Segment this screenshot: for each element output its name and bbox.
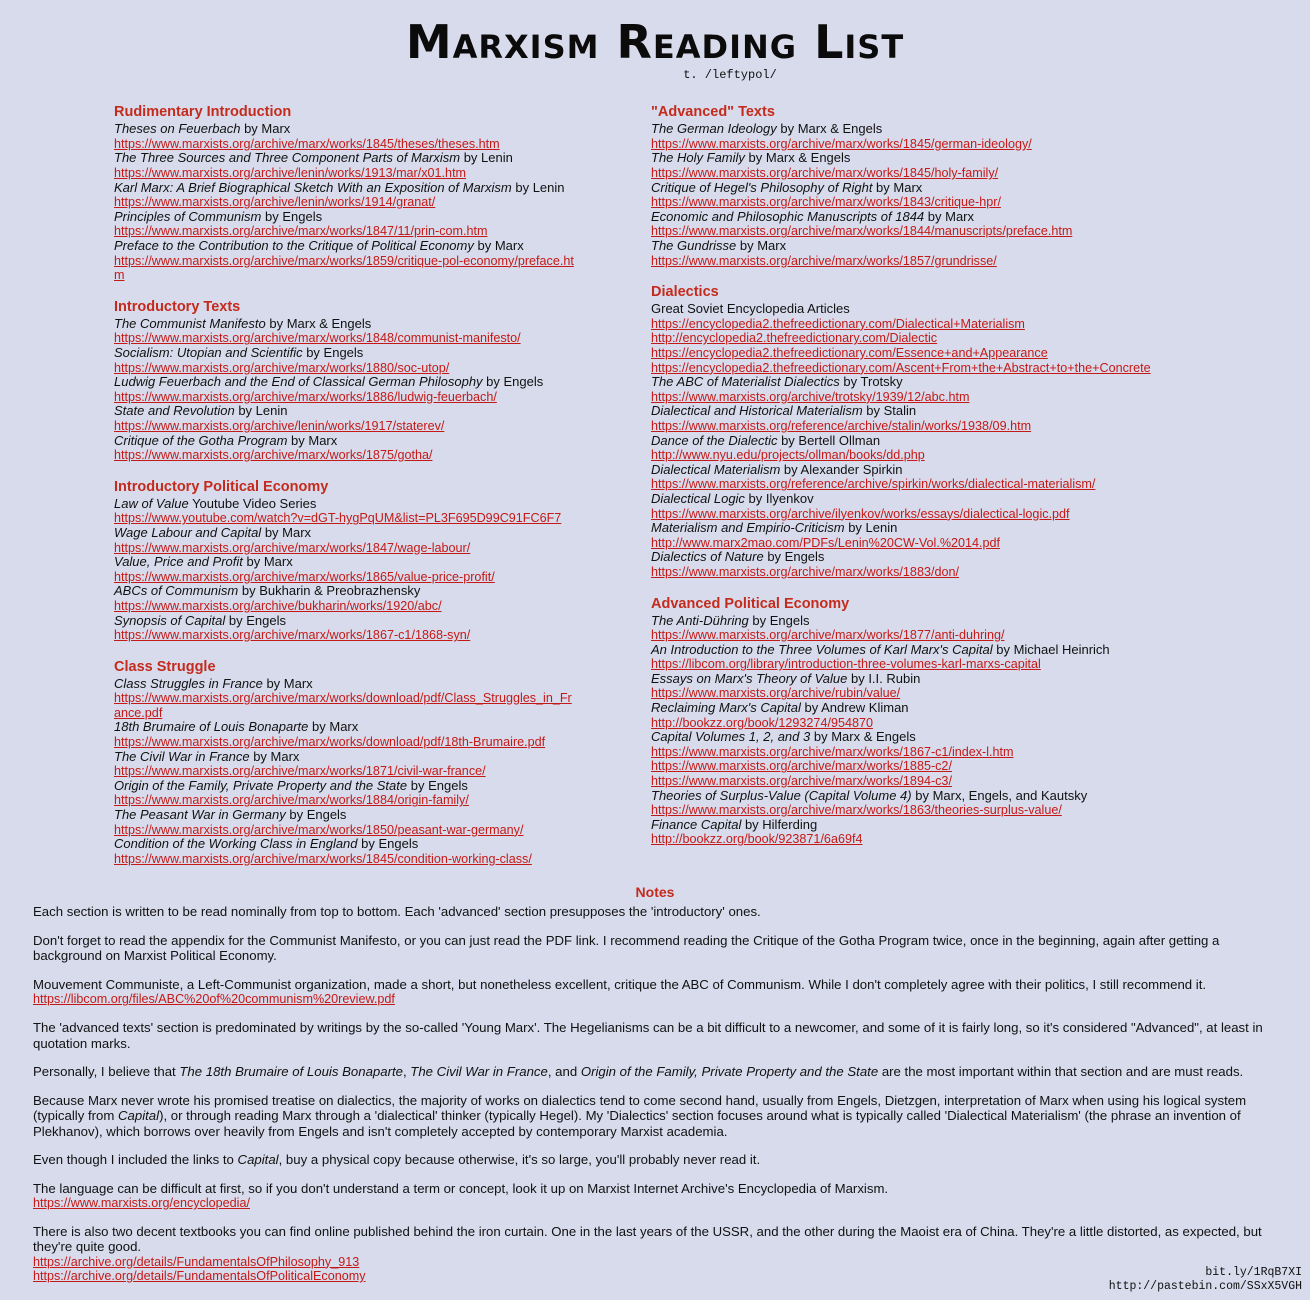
reading-entry bbox=[114, 720, 575, 735]
entry-link[interactable]: https://www.marxists.org/archive/marx/works/1875/gotha/ bbox=[114, 448, 433, 463]
entry-link[interactable]: https://encyclopedia2.thefreedictionary.com/Dialectical+Materialism bbox=[651, 316, 1025, 331]
entry-link[interactable]: https://www.marxists.org/reference/archive/spirkin/works/dialectical-materialism/ bbox=[651, 477, 1096, 492]
reading-entry bbox=[114, 210, 575, 225]
reading-entry bbox=[651, 302, 1310, 317]
entry-link[interactable]: https://www.marxists.org/archive/lenin/works/1917/staterev/ bbox=[114, 418, 445, 433]
reading-entry bbox=[114, 808, 575, 823]
entry-title: The ABC of Materialist Dialectics bbox=[651, 374, 840, 390]
section-heading-class-struggle: Class Struggle bbox=[114, 658, 216, 675]
entry-link[interactable]: https://www.marxists.org/archive/marx/works/1867-c1/index-l.htm bbox=[651, 744, 1014, 759]
entry-title: Economic and Philosophic Manuscripts of 1844 bbox=[651, 208, 925, 224]
note-paragraph bbox=[33, 1020, 1277, 1051]
entry-link[interactable]: https://www.marxists.org/archive/marx/works/1845/theses/theses.htm bbox=[114, 136, 500, 151]
entry-title: Wage Labour and Capital bbox=[114, 524, 262, 540]
entry-link[interactable]: https://www.marxists.org/archive/marx/works/1845/condition-working-class/ bbox=[114, 851, 532, 866]
entry-title: State and Revolution bbox=[114, 403, 235, 419]
note-text: ), or through reading Marx through a 'dialectical' thinker (typically Hegel). My 'Dialectics' section focuses around what is typically called 'Dialectical Materialism' (the phrase an invention of Plekhanov), which borrows over heavily from Engels and isn't completely accepted by contemporary Marxist academia. bbox=[33, 1108, 1241, 1139]
reading-entry bbox=[651, 550, 1310, 565]
reading-entry bbox=[114, 526, 575, 541]
entry-author: by Marx bbox=[872, 179, 923, 195]
entry-author: by Engels bbox=[482, 374, 544, 390]
entry-link[interactable]: https://www.marxists.org/archive/lenin/works/1914/granat/ bbox=[114, 195, 436, 210]
section-heading-introductory-texts: Introductory Texts bbox=[114, 298, 241, 315]
reading-entry bbox=[114, 584, 575, 599]
entry-author: by Engels bbox=[225, 612, 286, 628]
entry-title: Critique of the Gotha Program bbox=[114, 432, 288, 448]
entry-author: by Marx bbox=[736, 238, 787, 254]
entry-link[interactable]: https://www.marxists.org/archive/marx/works/1865/value-price-profit/ bbox=[114, 569, 495, 584]
entry-author: by Engels bbox=[763, 549, 825, 565]
entry-author: by Lenin bbox=[511, 179, 565, 195]
reading-entry bbox=[651, 730, 1310, 745]
entry-author: by Ilyenkov bbox=[744, 490, 814, 506]
entry-author: by Engels bbox=[407, 777, 468, 793]
entry-title: Great Soviet Encyclopedia Articles bbox=[651, 301, 850, 317]
entry-title: Dialectics of Nature bbox=[651, 549, 764, 565]
entry-title: Socialism: Utopian and Scientific bbox=[114, 345, 303, 361]
footer bbox=[1109, 1266, 1302, 1294]
note-title-emphasis: Origin of the Family, Private Property and the State bbox=[580, 1064, 879, 1080]
entry-author: by Engels bbox=[285, 807, 347, 823]
entry-author: by Lenin bbox=[460, 150, 513, 166]
entry-title: Law of Value bbox=[114, 495, 189, 511]
note-text: , bbox=[402, 1064, 411, 1080]
note-paragraph bbox=[33, 904, 1277, 920]
entry-link[interactable]: https://www.marxists.org/archive/marx/works/download/pdf/Class_Struggles_in_France.pdf bbox=[114, 691, 572, 720]
reading-entry bbox=[651, 434, 1310, 449]
entry-link[interactable]: http://www.nyu.edu/projects/ollman/books/dd.php bbox=[651, 448, 925, 463]
entry-title: Dialectical Logic bbox=[651, 490, 745, 506]
section-heading-dialectics: Dialectics bbox=[651, 284, 719, 301]
entry-author: by Lenin bbox=[844, 520, 898, 536]
section-heading-advanced-texts: "Advanced" Texts bbox=[651, 104, 775, 121]
page-header bbox=[0, 0, 1310, 82]
entry-title: Condition of the Working Class in England bbox=[114, 836, 358, 852]
entry-author: by Marx bbox=[240, 121, 291, 137]
entry-title: Class Struggles in France bbox=[114, 675, 263, 691]
entry-author: by Marx & Engels bbox=[776, 121, 883, 137]
entry-link[interactable]: https://encyclopedia2.thefreedictionary.com/Essence+and+Appearance bbox=[651, 346, 1048, 361]
entry-link[interactable]: http://bookzz.org/book/923871/6a69f4 bbox=[651, 832, 863, 847]
entry-link[interactable]: https://www.marxists.org/archive/rubin/value/ bbox=[651, 686, 901, 701]
note-title-emphasis: The 18th Brumaire of Louis Bonaparte bbox=[179, 1064, 403, 1080]
reading-entry bbox=[651, 643, 1310, 658]
reading-entry bbox=[651, 210, 1310, 225]
entry-author: by Marx & Engels bbox=[744, 150, 851, 166]
entry-title: ABCs of Communism bbox=[114, 583, 239, 599]
note-link[interactable]: https://libcom.org/files/ABC%20of%20communism%20review.pdf bbox=[33, 992, 395, 1007]
notes-heading: Notes bbox=[635, 884, 675, 901]
entry-title: Dance of the Dialectic bbox=[651, 432, 778, 448]
entry-link[interactable]: http://www.marx2mao.com/PDFs/Lenin%20CW-Vol.%2014.pdf bbox=[651, 535, 1001, 550]
entry-title: Theories of Surplus-Value (Capital Volume 4) bbox=[651, 787, 912, 803]
reading-entry bbox=[651, 181, 1310, 196]
reading-entry bbox=[651, 463, 1310, 478]
note-link[interactable]: https://archive.org/details/FundamentalsOfPoliticalEconomy bbox=[33, 1269, 366, 1284]
reading-entry bbox=[651, 521, 1310, 536]
note-text: Personally, I believe that bbox=[33, 1064, 180, 1080]
left-column bbox=[0, 104, 575, 866]
entry-title: The Civil War in France bbox=[114, 748, 250, 764]
entry-link[interactable]: https://www.marxists.org/archive/marx/works/1886/ludwig-feuerbach/ bbox=[114, 389, 497, 404]
reading-entry bbox=[114, 750, 575, 765]
note-text: There is also two decent textbooks you can find online published behind the iron curtain. One in the last years of the USSR, and the other during the Maoist era of China. They're a little distorted, as expected, but they're quite good. bbox=[33, 1223, 1262, 1255]
entry-title: The Gundrisse bbox=[651, 238, 737, 254]
reading-entry bbox=[114, 497, 575, 512]
entry-link[interactable]: https://www.marxists.org/archive/marx/works/1867-c1/1868-syn/ bbox=[114, 628, 471, 643]
page-title: Marxism Reading List bbox=[405, 15, 905, 69]
entry-author: by Andrew Kliman bbox=[800, 700, 909, 716]
entry-author: by Engels bbox=[357, 836, 419, 852]
footer-short-link[interactable]: bit.ly/1RqB7XI bbox=[1205, 1266, 1302, 1279]
entry-link[interactable]: https://www.marxists.org/archive/lenin/works/1913/mar/x01.htm bbox=[114, 166, 467, 181]
reading-entry bbox=[651, 672, 1310, 687]
reading-entry bbox=[651, 614, 1310, 629]
note-text: Don't forget to read the appendix for the Communist Manifesto, or you can just read the PDF link. I recommend reading the Critique of the Gotha Program twice, once in the beginning, again after getting a background on Marxist Political Economy. bbox=[33, 932, 1220, 964]
note-paragraph bbox=[33, 1181, 1277, 1211]
entry-author: by Engels bbox=[302, 345, 364, 361]
reading-entry bbox=[114, 555, 575, 570]
section-heading-advanced-political-economy: Advanced Political Economy bbox=[651, 595, 850, 612]
entry-link[interactable]: https://www.marxists.org/archive/marx/works/1880/soc-utop/ bbox=[114, 360, 450, 375]
entry-link[interactable]: https://www.marxists.org/archive/marx/works/1847/wage-labour/ bbox=[114, 540, 471, 555]
note-text: , and bbox=[547, 1064, 581, 1080]
entry-title: Ludwig Feuerbach and the End of Classical German Philosophy bbox=[114, 374, 483, 390]
entry-author: by Lenin bbox=[234, 403, 288, 419]
entry-title: Materialism and Empirio-Criticism bbox=[651, 520, 845, 536]
entry-link[interactable]: https://www.marxists.org/archive/marx/works/1847/11/prin-com.htm bbox=[114, 224, 488, 239]
entry-author: by Marx bbox=[242, 554, 293, 570]
reading-entry bbox=[114, 779, 575, 794]
reading-entry bbox=[114, 239, 575, 254]
reading-entry bbox=[114, 434, 575, 449]
note-title-emphasis: The Civil War in France bbox=[410, 1064, 548, 1080]
note-title-emphasis: Capital bbox=[118, 1108, 160, 1124]
entry-link[interactable]: https://www.marxists.org/archive/marx/works/1863/theories-surplus-value/ bbox=[651, 803, 1062, 818]
entry-author: by Marx bbox=[249, 748, 300, 764]
reading-entry bbox=[114, 404, 575, 419]
entry-author: by Trotsky bbox=[839, 374, 903, 390]
entry-link[interactable]: https://www.marxists.org/archive/marx/works/1848/communist-manifesto/ bbox=[114, 331, 521, 346]
entry-author: by Marx & Engels bbox=[265, 315, 372, 331]
reading-list-columns bbox=[0, 104, 1310, 866]
note-text: Because Marx never wrote his promised treatise on dialectics, the majority of works on dialectics tend to come second hand, usually from Engels, Dietzgen, interpretation of Marx when using his logical system (typically from bbox=[33, 1092, 1247, 1124]
entry-title: Synopsis of Capital bbox=[114, 612, 226, 628]
reading-entry bbox=[114, 317, 575, 332]
note-text: The language can be difficult at first, so if you don't understand a term or concept, look it up on Marxist Internet Archive's Encyclopedia of Marxism. bbox=[33, 1180, 889, 1196]
entry-link[interactable]: https://www.marxists.org/archive/ilyenkov/works/essays/dialectical-logic.pdf bbox=[651, 506, 1070, 521]
entry-author: by Marx bbox=[924, 208, 974, 224]
entry-title: Preface to the Contribution to the Critique of Political Economy bbox=[114, 238, 474, 254]
entry-author: by Hilferding bbox=[741, 816, 818, 832]
entry-author: by Marx bbox=[261, 524, 312, 540]
entry-author: by Bukharin & Preobrazhensky bbox=[238, 583, 421, 599]
entry-author: by Michael Heinrich bbox=[992, 641, 1110, 657]
entry-link[interactable]: https://encyclopedia2.thefreedictionary.com/Ascent+From+the+Abstract+to+the+Concrete bbox=[651, 360, 1151, 375]
section-heading-introductory-political-economy: Introductory Political Economy bbox=[114, 478, 329, 495]
entry-author: by Marx bbox=[308, 719, 359, 735]
entry-author: by Marx & Engels bbox=[810, 729, 916, 745]
reading-entry bbox=[114, 837, 575, 852]
entry-link[interactable]: https://www.marxists.org/archive/marx/works/download/pdf/18th-Brumaire.pdf bbox=[114, 735, 546, 750]
reading-entry bbox=[651, 151, 1310, 166]
entry-title: Critique of Hegel's Philosophy of Right bbox=[651, 179, 873, 195]
entry-title: The Communist Manifesto bbox=[114, 315, 266, 331]
entry-link[interactable]: http://bookzz.org/book/1293274/954870 bbox=[651, 715, 873, 730]
reading-entry bbox=[651, 818, 1310, 833]
entry-title: 18th Brumaire of Louis Bonaparte bbox=[114, 719, 309, 735]
note-paragraph bbox=[33, 1093, 1277, 1140]
notes-section bbox=[0, 904, 1310, 1283]
note-text: are the most important within that section and are must reads. bbox=[878, 1064, 1244, 1080]
reading-entry bbox=[114, 181, 575, 196]
entry-link[interactable]: https://www.youtube.com/watch?v=dGT-hygPqUM&list=PL3F695D99C91FC6F7 bbox=[114, 511, 562, 526]
entry-title: Capital Volumes 1, 2, and 3 bbox=[651, 729, 811, 745]
entry-link[interactable]: https://www.marxists.org/archive/marx/works/1877/anti-duhring/ bbox=[651, 628, 1005, 643]
entry-author: by Marx, Engels, and Kautsky bbox=[911, 787, 1088, 803]
entry-link[interactable]: https://www.marxists.org/archive/marx/works/1845/german-ideology/ bbox=[651, 136, 1032, 151]
entry-title: The Three Sources and Three Component Parts of Marxism bbox=[114, 150, 461, 166]
entry-title: The Peasant War in Germany bbox=[114, 807, 286, 823]
entry-author: by Stalin bbox=[862, 403, 917, 419]
footer-pastebin-link[interactable]: http://pastebin.com/SSxX5VGH bbox=[1108, 1280, 1302, 1293]
entry-title: The Anti-Dühring bbox=[651, 612, 749, 628]
reading-entry bbox=[114, 677, 575, 692]
note-paragraph bbox=[33, 1152, 1277, 1168]
entry-author: by Engels bbox=[261, 208, 323, 224]
entry-title: Karl Marx: A Brief Biographical Sketch With an Exposition of Marxism bbox=[114, 179, 512, 195]
entry-author: by Bertell Ollman bbox=[777, 432, 881, 448]
page-subtitle: t. /leftypol/ bbox=[683, 68, 777, 83]
reading-entry bbox=[651, 492, 1310, 507]
reading-entry bbox=[651, 404, 1310, 419]
note-text: The 'advanced texts' section is predominated by writings by the so-called 'Young Marx'. The Hegelianisms can be a bit difficult to a newcomer, and some of it is fairly long, so it's considered "Advanced", at least in quotation marks. bbox=[33, 1020, 1263, 1051]
section-heading-rudimentary-introduction: Rudimentary Introduction bbox=[114, 104, 292, 121]
entry-link[interactable]: https://www.marxists.org/archive/marx/works/1884/origin-family/ bbox=[114, 793, 469, 808]
entry-link[interactable]: https://www.marxists.org/archive/marx/works/1885-c2/ bbox=[651, 759, 952, 774]
entry-title: Dialectical Materialism bbox=[651, 461, 781, 477]
entry-author: by Marx bbox=[287, 432, 338, 448]
entry-author: by Alexander Spirkin bbox=[780, 461, 903, 477]
entry-link[interactable]: https://www.marxists.org/archive/marx/works/1883/don/ bbox=[651, 564, 959, 579]
entry-link[interactable]: https://www.marxists.org/archive/marx/works/1857/grundrisse/ bbox=[651, 253, 997, 268]
entry-link[interactable]: https://www.marxists.org/archive/trotsky/1939/12/abc.htm bbox=[651, 389, 970, 404]
reading-entry bbox=[114, 151, 575, 166]
reading-entry bbox=[651, 789, 1310, 804]
entry-author: by Engels bbox=[748, 612, 810, 628]
reading-entry bbox=[651, 122, 1310, 137]
note-text: , buy a physical copy because otherwise, it's so large, you'll probably never read it. bbox=[278, 1152, 761, 1168]
note-paragraph bbox=[33, 1064, 1277, 1080]
reading-entry bbox=[651, 701, 1310, 716]
entry-link[interactable]: https://www.marxists.org/archive/marx/works/1850/peasant-war-germany/ bbox=[114, 822, 524, 837]
entry-title: Value, Price and Profit bbox=[114, 554, 243, 570]
note-text: Even though I included the links to bbox=[33, 1152, 238, 1168]
note-title-emphasis: Capital bbox=[237, 1152, 279, 1168]
entry-author: by Marx bbox=[473, 238, 524, 254]
entry-link[interactable]: https://www.marxists.org/reference/archive/stalin/works/1938/09.htm bbox=[651, 418, 1032, 433]
entry-title: The Holy Family bbox=[651, 150, 745, 166]
entry-link[interactable]: https://www.marxists.org/archive/marx/works/1894-c3/ bbox=[651, 774, 952, 789]
entry-link[interactable]: https://www.marxists.org/archive/marx/works/1845/holy-family/ bbox=[651, 166, 999, 181]
entry-link[interactable]: https://www.marxists.org/archive/marx/works/1844/manuscripts/preface.htm bbox=[651, 224, 1073, 239]
note-paragraph bbox=[33, 933, 1277, 964]
note-link[interactable]: https://www.marxists.org/encyclopedia/ bbox=[33, 1196, 250, 1211]
entry-title: Reclaiming Marx's Capital bbox=[651, 700, 801, 716]
entry-author: by Marx bbox=[262, 675, 313, 691]
entry-link[interactable]: https://www.marxists.org/archive/marx/works/1859/critique-pol-economy/preface.htm bbox=[114, 253, 574, 283]
entry-author: Youtube Video Series bbox=[188, 495, 317, 511]
right-column bbox=[575, 104, 1310, 866]
reading-entry bbox=[114, 122, 575, 137]
entry-author: by I.I. Rubin bbox=[847, 670, 921, 686]
entry-title: Finance Capital bbox=[651, 816, 742, 832]
entry-title: Origin of the Family, Private Property and the State bbox=[114, 777, 408, 793]
reading-entry bbox=[651, 239, 1310, 254]
entry-title: Essays on Marx's Theory of Value bbox=[651, 670, 848, 686]
note-link[interactable]: https://archive.org/details/FundamentalsOfPhilosophy_913 bbox=[33, 1254, 360, 1269]
entry-link[interactable]: https://www.marxists.org/archive/marx/works/1871/civil-war-france/ bbox=[114, 764, 486, 779]
reading-entry bbox=[651, 375, 1310, 390]
entry-link[interactable]: https://www.marxists.org/archive/marx/works/1843/critique-hpr/ bbox=[651, 195, 1001, 210]
entry-link[interactable]: https://www.marxists.org/archive/bukharin/works/1920/abc/ bbox=[114, 598, 442, 613]
note-text: Each section is written to be read nominally from top to bottom. Each 'advanced' section presupposes the 'introductory' ones. bbox=[33, 904, 761, 920]
entry-title: Theses on Feuerbach bbox=[114, 121, 241, 137]
entry-link[interactable]: http://encyclopedia2.thefreedictionary.com/Dialectic bbox=[651, 331, 938, 346]
reading-entry bbox=[114, 375, 575, 390]
entry-title: An Introduction to the Three Volumes of Karl Marx's Capital bbox=[651, 641, 993, 657]
entry-title: Principles of Communism bbox=[114, 208, 262, 224]
note-paragraph bbox=[33, 977, 1277, 1007]
note-paragraph bbox=[33, 1224, 1277, 1284]
entry-title: Dialectical and Historical Materialism bbox=[651, 403, 863, 419]
entry-link[interactable]: https://libcom.org/library/introduction-three-volumes-karl-marxs-capital bbox=[651, 657, 1041, 672]
reading-entry bbox=[114, 346, 575, 361]
note-text: Mouvement Communiste, a Left-Communist organization, made a short, but nonetheless excellent, critique the ABC of Communism. While I don't completely agree with their politics, I still recommend it. bbox=[33, 976, 1207, 992]
entry-title: The German Ideology bbox=[651, 121, 777, 137]
reading-entry bbox=[114, 614, 575, 629]
